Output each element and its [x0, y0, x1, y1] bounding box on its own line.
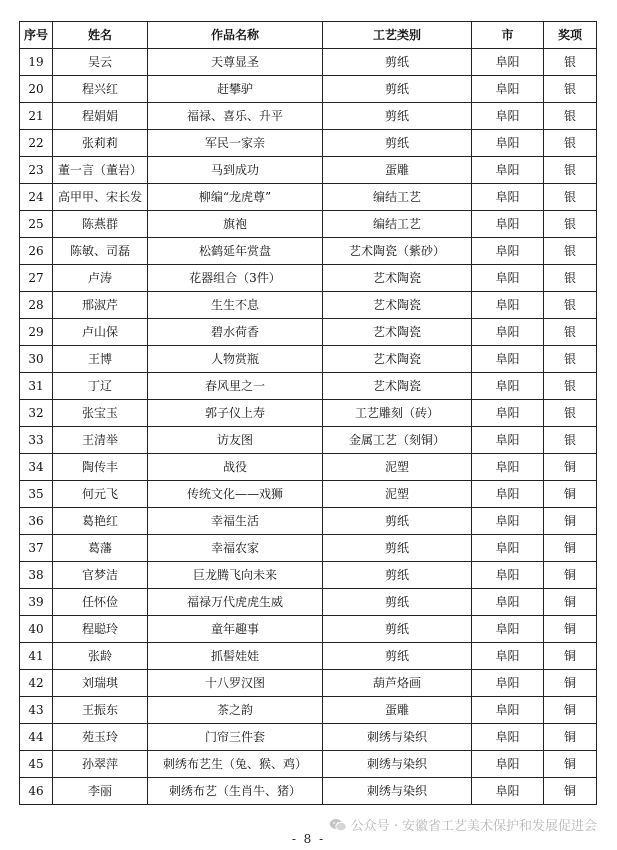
wechat-icon	[329, 818, 347, 832]
cell-craft-category: 刺绣与染织	[323, 751, 472, 778]
header-craft-category: 工艺类别	[323, 22, 472, 49]
cell-index: 20	[20, 76, 53, 103]
cell-name: 程兴红	[53, 76, 148, 103]
header-work-title: 作品名称	[148, 22, 323, 49]
cell-award: 银	[544, 319, 597, 346]
cell-index: 29	[20, 319, 53, 346]
cell-name: 董一言（董岩）	[53, 157, 148, 184]
cell-award: 铜	[544, 508, 597, 535]
cell-award: 铜	[544, 643, 597, 670]
cell-name: 葛藩	[53, 535, 148, 562]
table-row	[20, 238, 597, 265]
cell-name: 任怀俭	[53, 589, 148, 616]
cell-work-title: 人物赏瓶	[148, 346, 323, 373]
cell-award: 铜	[544, 535, 597, 562]
cell-index: 27	[20, 265, 53, 292]
cell-city: 阜阳	[472, 778, 544, 805]
cell-city: 阜阳	[472, 76, 544, 103]
cell-city: 阜阳	[472, 238, 544, 265]
cell-craft-category: 剪纸	[323, 562, 472, 589]
table-row	[20, 427, 597, 454]
cell-index: 36	[20, 508, 53, 535]
table-row	[20, 616, 597, 643]
header-city: 市	[472, 22, 544, 49]
cell-city: 阜阳	[472, 292, 544, 319]
cell-work-title: 旗袍	[148, 211, 323, 238]
cell-city: 阜阳	[472, 103, 544, 130]
cell-craft-category: 艺术陶瓷	[323, 373, 472, 400]
cell-work-title: 战役	[148, 454, 323, 481]
page-number: - 8 -	[291, 832, 326, 846]
table-row	[20, 535, 597, 562]
cell-award: 银	[544, 373, 597, 400]
cell-city: 阜阳	[472, 157, 544, 184]
table-row	[20, 103, 597, 130]
cell-name: 葛艳红	[53, 508, 148, 535]
cell-city: 阜阳	[472, 427, 544, 454]
header-row	[20, 22, 597, 49]
table-row	[20, 751, 597, 778]
cell-craft-category: 剪纸	[323, 76, 472, 103]
cell-city: 阜阳	[472, 562, 544, 589]
cell-index: 26	[20, 238, 53, 265]
cell-award: 银	[544, 49, 597, 76]
header-index: 序号	[20, 22, 53, 49]
table-row	[20, 76, 597, 103]
cell-name: 孙翠萍	[53, 751, 148, 778]
cell-craft-category: 艺术陶瓷	[323, 265, 472, 292]
table-row	[20, 346, 597, 373]
cell-work-title: 马到成功	[148, 157, 323, 184]
table-row	[20, 373, 597, 400]
cell-name: 官梦洁	[53, 562, 148, 589]
cell-name: 张莉莉	[53, 130, 148, 157]
cell-craft-category: 金属工艺（刻铜）	[323, 427, 472, 454]
cell-city: 阜阳	[472, 373, 544, 400]
cell-craft-category: 艺术陶瓷	[323, 292, 472, 319]
table-row	[20, 670, 597, 697]
cell-index: 32	[20, 400, 53, 427]
cell-work-title: 刺绣布艺生（兔、猴、鸡）	[148, 751, 323, 778]
table-row	[20, 319, 597, 346]
cell-award: 铜	[544, 778, 597, 805]
cell-name: 何元飞	[53, 481, 148, 508]
cell-work-title: 幸福生活	[148, 508, 323, 535]
cell-award: 银	[544, 184, 597, 211]
cell-award: 铜	[544, 589, 597, 616]
cell-name: 陶传丰	[53, 454, 148, 481]
cell-work-title: 抓髻娃娃	[148, 643, 323, 670]
cell-city: 阜阳	[472, 508, 544, 535]
cell-index: 42	[20, 670, 53, 697]
header-name: 姓名	[53, 22, 148, 49]
cell-city: 阜阳	[472, 643, 544, 670]
cell-index: 40	[20, 616, 53, 643]
table-row	[20, 454, 597, 481]
cell-name: 王博	[53, 346, 148, 373]
cell-index: 23	[20, 157, 53, 184]
cell-craft-category: 艺术陶瓷	[323, 319, 472, 346]
table-row	[20, 211, 597, 238]
cell-name: 陈敏、司磊	[53, 238, 148, 265]
cell-craft-category: 编结工艺	[323, 211, 472, 238]
cell-index: 46	[20, 778, 53, 805]
cell-city: 阜阳	[472, 481, 544, 508]
cell-name: 邢淑芹	[53, 292, 148, 319]
table-row	[20, 697, 597, 724]
cell-award: 铜	[544, 562, 597, 589]
watermark-text: 公众号 · 安徽省工艺美术保护和发展促进会	[350, 819, 597, 834]
cell-name: 卢山保	[53, 319, 148, 346]
table-header	[20, 22, 597, 49]
cell-index: 28	[20, 292, 53, 319]
cell-index: 39	[20, 589, 53, 616]
cell-index: 34	[20, 454, 53, 481]
cell-city: 阜阳	[472, 697, 544, 724]
cell-craft-category: 葫芦烙画	[323, 670, 472, 697]
cell-work-title: 生生不息	[148, 292, 323, 319]
cell-craft-category: 刺绣与染织	[323, 778, 472, 805]
cell-index: 21	[20, 103, 53, 130]
cell-name: 刘瑞琪	[53, 670, 148, 697]
cell-award: 铜	[544, 697, 597, 724]
cell-work-title: 军民一家亲	[148, 130, 323, 157]
cell-work-title: 十八罗汉图	[148, 670, 323, 697]
cell-name: 高甲甲、宋长发	[53, 184, 148, 211]
cell-work-title: 花器组合（3件）	[148, 265, 323, 292]
table-row	[20, 508, 597, 535]
cell-name: 陈燕群	[53, 211, 148, 238]
table-row	[20, 778, 597, 805]
cell-name: 卢涛	[53, 265, 148, 292]
table-row	[20, 589, 597, 616]
cell-work-title: 门帘三件套	[148, 724, 323, 751]
cell-award: 银	[544, 427, 597, 454]
table-row	[20, 481, 597, 508]
cell-craft-category: 蛋雕	[323, 157, 472, 184]
cell-city: 阜阳	[472, 400, 544, 427]
cell-work-title: 访友图	[148, 427, 323, 454]
table-body	[20, 49, 597, 805]
cell-city: 阜阳	[472, 751, 544, 778]
cell-city: 阜阳	[472, 616, 544, 643]
cell-city: 阜阳	[472, 49, 544, 76]
cell-award: 铜	[544, 751, 597, 778]
cell-craft-category: 泥塑	[323, 454, 472, 481]
cell-work-title: 刺绣布艺（生肖牛、猪）	[148, 778, 323, 805]
cell-award: 银	[544, 130, 597, 157]
cell-work-title: 巨龙腾飞向未来	[148, 562, 323, 589]
cell-work-title: 赶攀驴	[148, 76, 323, 103]
cell-index: 43	[20, 697, 53, 724]
cell-index: 41	[20, 643, 53, 670]
cell-award: 铜	[544, 454, 597, 481]
table-row	[20, 130, 597, 157]
cell-name: 苑玉玲	[53, 724, 148, 751]
cell-craft-category: 工艺雕刻（砖）	[323, 400, 472, 427]
cell-name: 丁辽	[53, 373, 148, 400]
table-row	[20, 292, 597, 319]
cell-work-title: 碧水荷香	[148, 319, 323, 346]
cell-craft-category: 剪纸	[323, 535, 472, 562]
cell-name: 张宝玉	[53, 400, 148, 427]
cell-award: 银	[544, 238, 597, 265]
table-row	[20, 157, 597, 184]
cell-work-title: 松鹤延年赏盘	[148, 238, 323, 265]
cell-index: 30	[20, 346, 53, 373]
cell-name: 程娟娟	[53, 103, 148, 130]
cell-award: 银	[544, 211, 597, 238]
cell-craft-category: 艺术陶瓷	[323, 346, 472, 373]
cell-award: 银	[544, 292, 597, 319]
cell-city: 阜阳	[472, 184, 544, 211]
cell-award: 银	[544, 157, 597, 184]
table-row	[20, 184, 597, 211]
cell-work-title: 天尊显圣	[148, 49, 323, 76]
cell-index: 37	[20, 535, 53, 562]
cell-city: 阜阳	[472, 535, 544, 562]
cell-index: 44	[20, 724, 53, 751]
cell-index: 25	[20, 211, 53, 238]
cell-award: 银	[544, 400, 597, 427]
cell-work-title: 福禄万代虎虎生威	[148, 589, 323, 616]
cell-work-title: 柳编“龙虎尊”	[148, 184, 323, 211]
cell-city: 阜阳	[472, 130, 544, 157]
cell-craft-category: 泥塑	[323, 481, 472, 508]
cell-work-title: 传统文化——戏狮	[148, 481, 323, 508]
cell-index: 24	[20, 184, 53, 211]
cell-craft-category: 剪纸	[323, 616, 472, 643]
awards-table	[19, 21, 597, 805]
cell-name: 吴云	[53, 49, 148, 76]
cell-city: 阜阳	[472, 670, 544, 697]
cell-award: 铜	[544, 724, 597, 751]
table-row	[20, 643, 597, 670]
cell-craft-category: 剪纸	[323, 103, 472, 130]
cell-craft-category: 剪纸	[323, 130, 472, 157]
cell-work-title: 福禄、喜乐、升平	[148, 103, 323, 130]
header-award: 奖项	[544, 22, 597, 49]
cell-work-title: 幸福农家	[148, 535, 323, 562]
cell-index: 33	[20, 427, 53, 454]
cell-city: 阜阳	[472, 346, 544, 373]
cell-index: 35	[20, 481, 53, 508]
cell-award: 铜	[544, 616, 597, 643]
cell-work-title: 春风里之一	[148, 373, 323, 400]
cell-award: 银	[544, 265, 597, 292]
cell-city: 阜阳	[472, 589, 544, 616]
cell-craft-category: 剪纸	[323, 643, 472, 670]
cell-index: 22	[20, 130, 53, 157]
cell-city: 阜阳	[472, 265, 544, 292]
cell-craft-category: 剪纸	[323, 589, 472, 616]
table-row	[20, 562, 597, 589]
table-row	[20, 400, 597, 427]
cell-name: 张龄	[53, 643, 148, 670]
cell-award: 银	[544, 76, 597, 103]
table-row	[20, 265, 597, 292]
cell-work-title: 茶之韵	[148, 697, 323, 724]
cell-work-title: 童年趣事	[148, 616, 323, 643]
cell-work-title: 郭子仪上寿	[148, 400, 323, 427]
cell-award: 铜	[544, 481, 597, 508]
cell-name: 李丽	[53, 778, 148, 805]
cell-city: 阜阳	[472, 724, 544, 751]
table-row	[20, 49, 597, 76]
cell-award: 银	[544, 346, 597, 373]
cell-name: 王振东	[53, 697, 148, 724]
cell-name: 程聪玲	[53, 616, 148, 643]
cell-city: 阜阳	[472, 211, 544, 238]
cell-craft-category: 剪纸	[323, 508, 472, 535]
cell-award: 铜	[544, 670, 597, 697]
cell-city: 阜阳	[472, 319, 544, 346]
cell-index: 38	[20, 562, 53, 589]
table-row	[20, 724, 597, 751]
cell-award: 银	[544, 103, 597, 130]
cell-index: 31	[20, 373, 53, 400]
cell-index: 19	[20, 49, 53, 76]
cell-craft-category: 刺绣与染织	[323, 724, 472, 751]
cell-craft-category: 蛋雕	[323, 697, 472, 724]
cell-craft-category: 编结工艺	[323, 184, 472, 211]
cell-name: 王清举	[53, 427, 148, 454]
cell-craft-category: 剪纸	[323, 49, 472, 76]
cell-index: 45	[20, 751, 53, 778]
cell-city: 阜阳	[472, 454, 544, 481]
cell-craft-category: 艺术陶瓷（紫砂）	[323, 238, 472, 265]
